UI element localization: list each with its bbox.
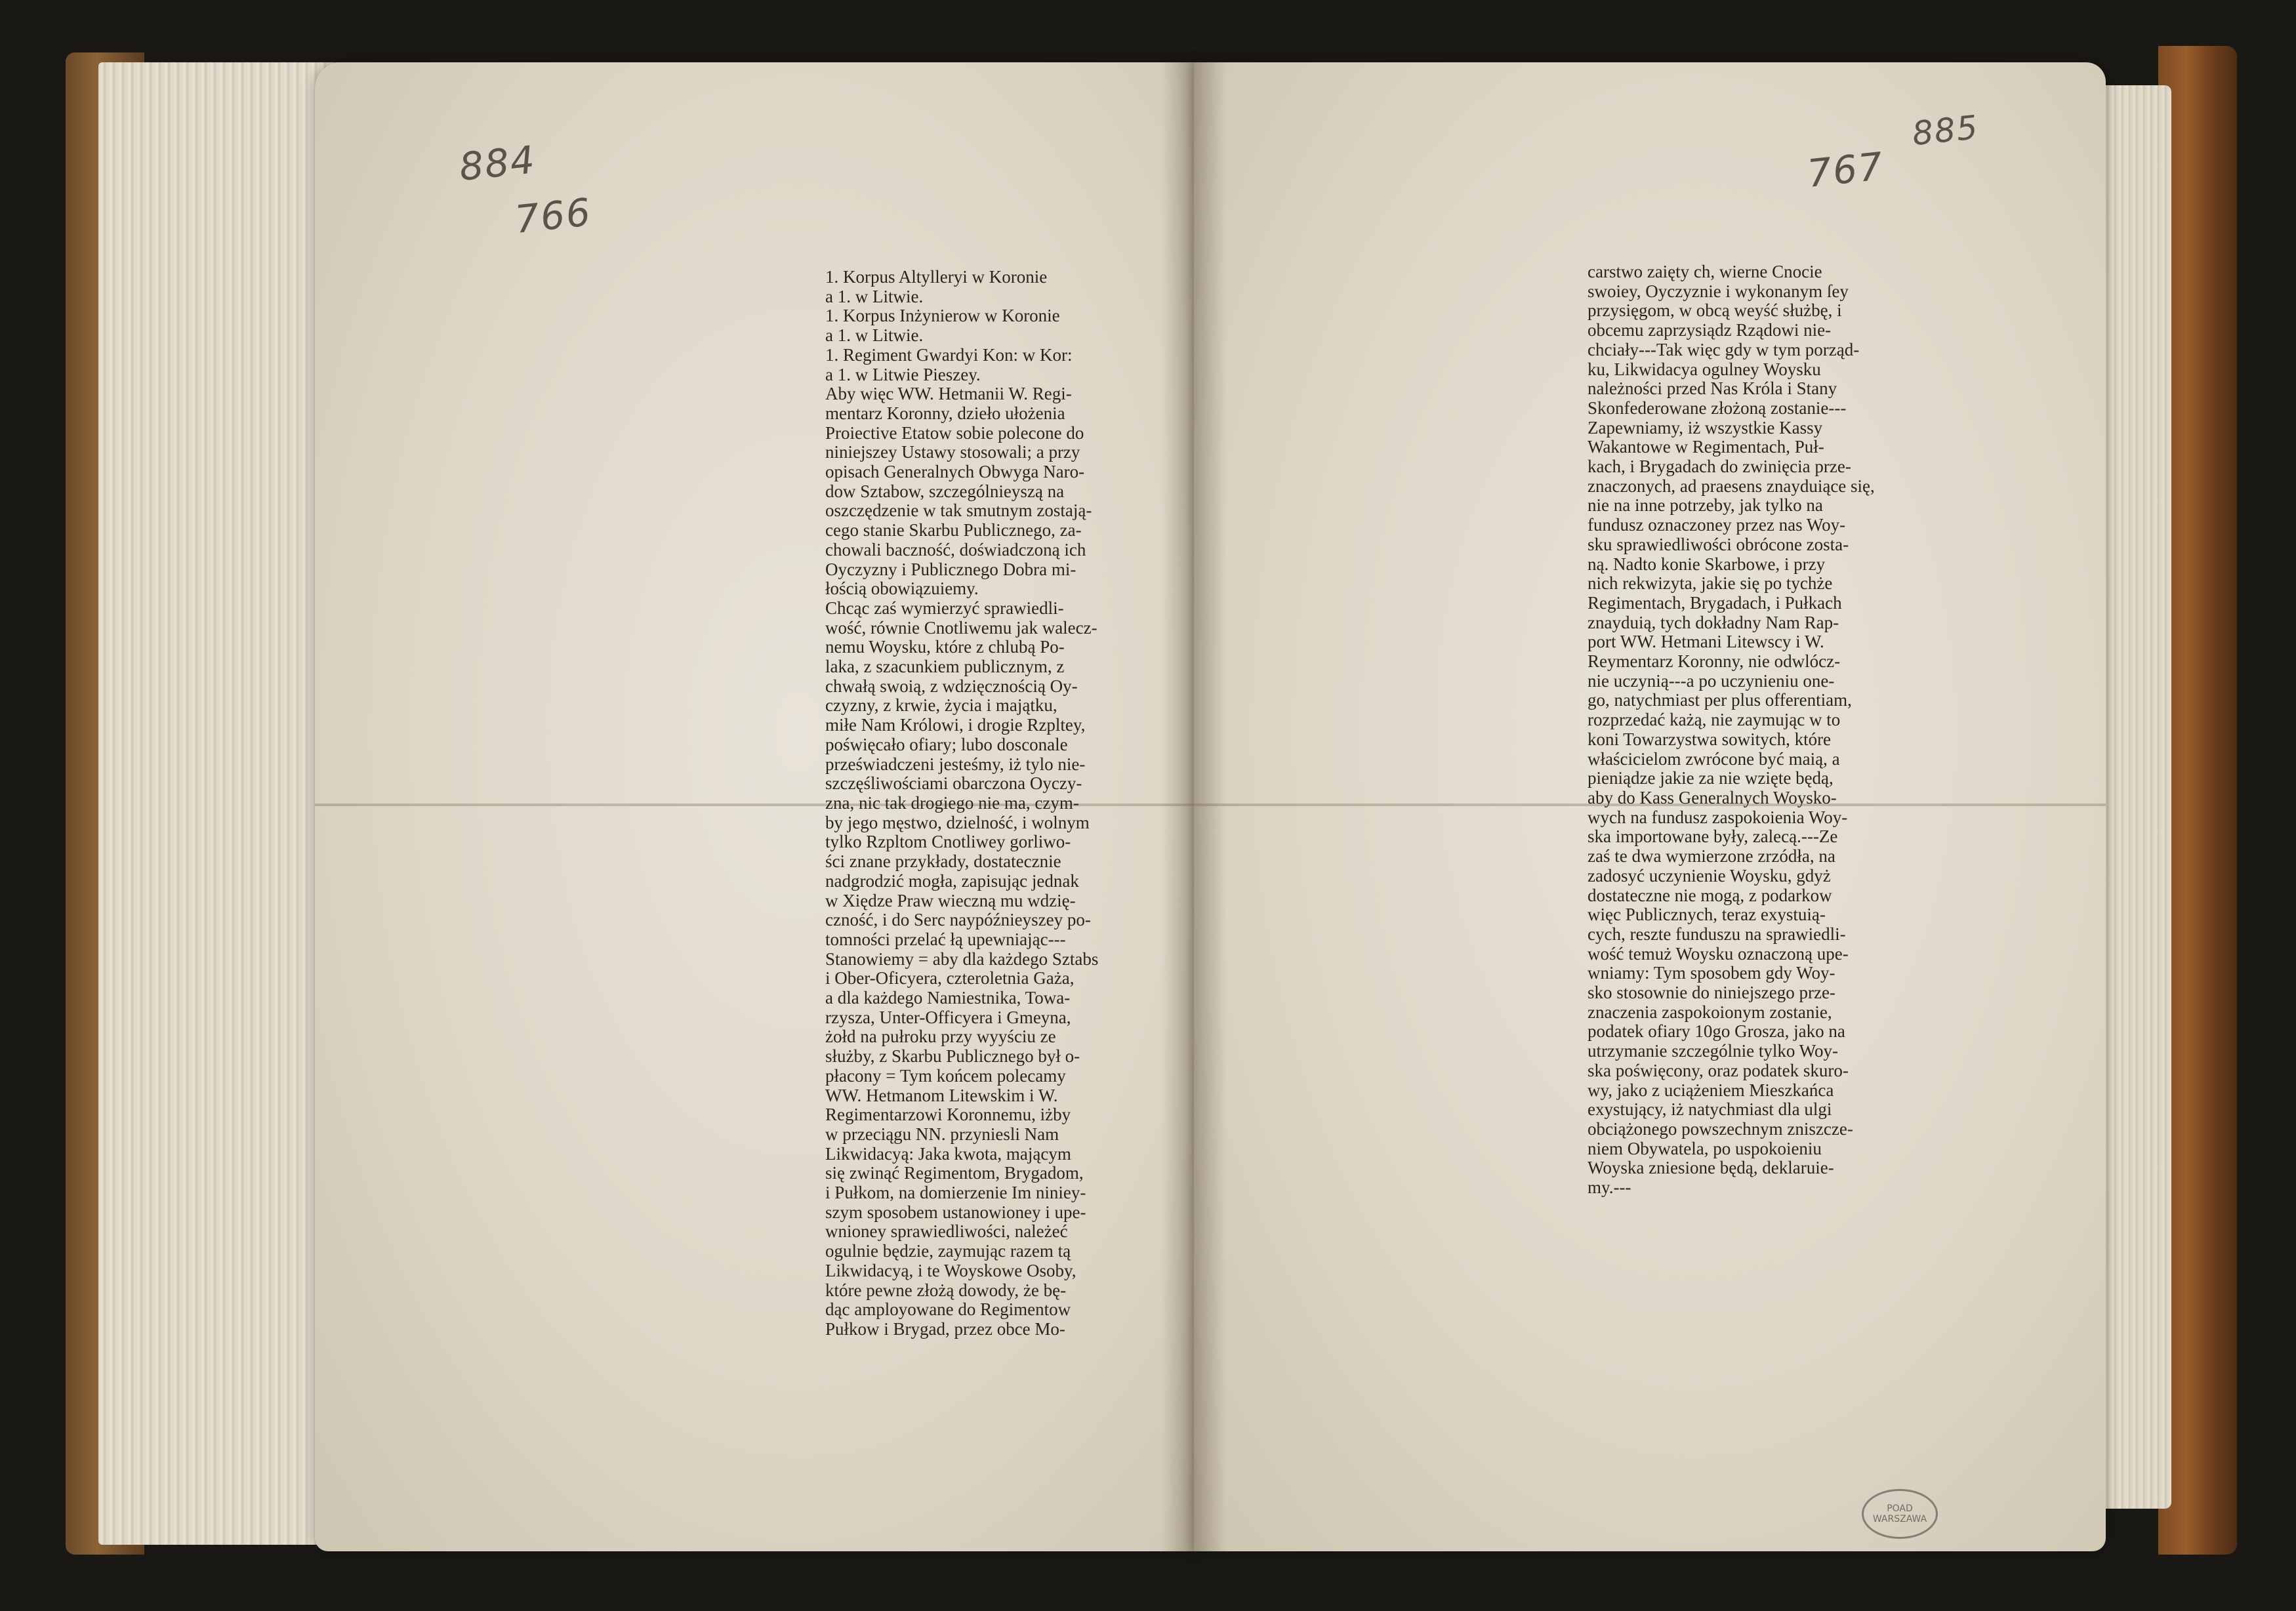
handwritten-folio-right-corner: 885	[1910, 108, 1981, 153]
text-line: swoiey, Oyczyznie i wykonanym ſey	[1588, 281, 1849, 301]
text-line: właścicielom zwrócone być maią, a	[1588, 749, 1840, 769]
text-line: łością obowiązuiemy.	[825, 579, 979, 599]
text-line: carstwo zaięty ch, wierne Cnocie	[1588, 262, 1822, 281]
text-line: sko stosownie do niniejszego prze-	[1588, 983, 1835, 1003]
text-line: port WW. Hetmani Litewscy i W.	[1588, 632, 1824, 652]
text-line: nie uczynią---a po uczynieniu one-	[1588, 671, 1835, 691]
text-line: by jego męstwo, dzielność, i wolnym	[825, 813, 1090, 832]
text-line: podatek ofiary 10go Grosza, jako na	[1588, 1022, 1845, 1042]
text-line: Chcąc zaś wymierzyć sprawiedli-	[825, 598, 1064, 618]
text-line: chwałą swoią, z wdzięcznością Oy-	[825, 676, 1078, 696]
text-line: znaczenia zaspokoionym zostanie,	[1588, 1002, 1832, 1022]
text-line: Oyczyzny i Publicznego Dobra mi-	[825, 560, 1076, 579]
text-line: a 1. w Litwie.	[825, 287, 924, 306]
text-line: obciążonego powszechnym zniszcze-	[1588, 1119, 1853, 1139]
text-line: tomności przelać łą upewniając---	[825, 929, 1066, 949]
right-text-column	[1588, 262, 1889, 1198]
text-line: cego stanie Skarbu Publicznego, za-	[825, 521, 1082, 540]
text-line: ną. Nadto konie Skarbowe, i przy	[1588, 554, 1826, 574]
text-line: chciały---Tak więc gdy w tym porząd-	[1588, 340, 1860, 359]
text-line: tylko Rzpltom Cnotliwey gorliwo-	[825, 832, 1071, 852]
text-line: utrzymanie szczególnie tylko Woy-	[1588, 1042, 1838, 1061]
text-line: oszczędzenie w tak smutnym zostają-	[825, 501, 1092, 521]
handwritten-folio-left-bottom: 766	[512, 190, 594, 242]
text-line: Proiective Etatow sobie polecone do	[825, 423, 1084, 443]
text-line: Regimentach, Brygadach, i Pułkach	[1588, 593, 1842, 613]
text-line: rzysza, Unter-Officyera i Gmeyna,	[825, 1008, 1071, 1027]
text-line: koni Towarzystwa sowitych, które	[1588, 729, 1832, 749]
text-line: Wakantowe w Regimentach, Puł-	[1588, 438, 1824, 457]
text-line: miłe Nam Królowi, i drogie Rzpltey,	[825, 716, 1086, 735]
text-line: 1. Korpus Altylleryi w Koronie	[825, 268, 1048, 287]
library-stamp	[1862, 1489, 1938, 1539]
text-line: w przeciągu NN. przyniesli Nam	[825, 1124, 1059, 1144]
text-line: niniejszey Ustawy stosowali; a przy	[825, 443, 1080, 462]
text-line: płacony = Tym końcem polecamy	[825, 1066, 1066, 1086]
text-line: i Pułkom, na domierzenie Im niniey-	[825, 1183, 1086, 1203]
text-line: dąc amployowane do Regimentow	[825, 1300, 1071, 1320]
stamp-line-2: WARSZAWA	[1872, 1514, 1927, 1524]
text-line: nadgrodzić mogła, zapisując jednak	[825, 871, 1079, 891]
text-line: Regimentarzowi Koronnemu, iżby	[825, 1105, 1071, 1125]
text-line: czyzny, z krwie, życia i majątku,	[825, 696, 1057, 716]
text-line: przeświadczeni jesteśmy, iż tylo nie-	[825, 754, 1086, 774]
text-line: go, natychmiast per plus offerentiam,	[1588, 691, 1852, 710]
text-line: poświęcało ofiary; lubo dosconale	[825, 735, 1068, 754]
handwritten-folio-right: 767	[1805, 144, 1886, 196]
text-line: należności przed Nas Króla i Stany	[1588, 379, 1837, 399]
text-line: niem Obywatela, po uspokoieniu	[1588, 1139, 1822, 1158]
text-line: 1. Regiment Gwardyi Kon: w Kor:	[825, 345, 1073, 365]
text-line: wnioney sprawiedliwości, należeć	[825, 1222, 1068, 1242]
text-line: wość, równie Cnotliwemu jak walecz-	[825, 618, 1097, 638]
text-line: a 1. w Litwie.	[825, 326, 924, 346]
text-line: które pewne złożą dowody, że bę-	[825, 1280, 1067, 1300]
text-line: czność, i do Serc naypóźnieyszey po-	[825, 910, 1091, 930]
text-line: w Xiędze Praw wieczną mu wdzię-	[825, 891, 1076, 910]
text-line: laka, z szacunkiem publicznym, z	[825, 657, 1065, 677]
text-line: 1. Korpus Inżynierow w Koronie	[825, 306, 1060, 326]
text-line: my.---	[1588, 1178, 1631, 1198]
text-line: więc Publicznych, teraz exystuią-	[1588, 905, 1826, 925]
text-line: ogulnie będzie, zaymując razem tą	[825, 1242, 1071, 1261]
text-line: ska importowane były, zalecą.---Ze	[1588, 827, 1838, 847]
text-line: aby do Kass Generalnych Woysko-	[1588, 788, 1837, 807]
text-line: przysięgom, w obcą weyść służbę, i	[1588, 301, 1842, 321]
handwritten-folio-left-top: 884	[457, 137, 538, 190]
text-line: ska poświęcony, oraz podatek skuro-	[1588, 1061, 1849, 1080]
text-line: Aby więc WW. Hetmanii W. Regi-	[825, 384, 1072, 404]
text-line: szym sposobem ustanowioney i upe-	[825, 1202, 1086, 1222]
text-line: nie na inne potrzeby, jak tylko na	[1588, 496, 1823, 516]
text-line: kach, i Brygadach do zwinięcia prze-	[1588, 457, 1851, 477]
text-line: Likwidacyą, i te Woyskowe Osoby,	[825, 1261, 1076, 1280]
text-line: nich rekwizyta, jakie się po tychże	[1588, 574, 1833, 594]
text-line: Reymentarz Koronny, nie odwlócz-	[1588, 652, 1841, 672]
text-line: szczęśliwościami obarczona Oyczy-	[825, 774, 1082, 794]
text-line: ści znane przykłady, dostatecznie	[825, 852, 1061, 872]
text-line: exystujący, iż natychmiast dla ulgi	[1588, 1100, 1832, 1120]
text-line: się zwinąć Regimentom, Brygadom,	[825, 1164, 1084, 1183]
stamp-line-1: POAD	[1887, 1503, 1913, 1514]
text-line: Pułkow i Brygad, przez obce Mo-	[825, 1319, 1065, 1339]
text-line: wniamy: Tym sposobem gdy Woy-	[1588, 964, 1835, 983]
text-line: Woyska zniesione będą, deklaruie-	[1588, 1158, 1834, 1178]
text-line: wość temuż Woysku oznaczoną upe-	[1588, 944, 1849, 964]
text-line: a dla każdego Namiestnika, Towa-	[825, 989, 1071, 1008]
text-line: dow Sztabow, szczególnieyszą na	[825, 481, 1065, 501]
book-gutter	[1161, 62, 1227, 1551]
text-line: i Ober-Oficyera, czteroletnia Gaża,	[825, 969, 1075, 989]
text-line: zadosyć uczynienie Woysku, gdyż	[1588, 866, 1831, 886]
text-line: nemu Woysku, które z chlubą Po-	[825, 638, 1065, 657]
text-line: Likwidacyą: Jaka kwota, mającym	[825, 1144, 1071, 1164]
text-line: mentarz Koronny, dzieło ułożenia	[825, 403, 1065, 423]
text-line: sku sprawiedliwości obrócone zosta-	[1588, 535, 1849, 554]
text-line: fundusz oznaczoney przez nas Woy-	[1588, 516, 1846, 535]
text-line: ku, Likwidacya ogulney Woysku	[1588, 359, 1821, 379]
text-line: Zapewniamy, iż wszystkie Kassy	[1588, 418, 1823, 438]
text-line: dostateczne nie mogą, z podarkow	[1588, 886, 1832, 905]
text-line: pieniądze jakie za nie wzięte będą,	[1588, 769, 1834, 788]
left-text-column	[825, 268, 1131, 1339]
text-line: wych na fundusz zaspokoienia Woy-	[1588, 807, 1848, 827]
text-line: cych, reszte funduszu na sprawiedli-	[1588, 924, 1846, 944]
text-line: znaczonych, ad praesens znayduiące się,	[1588, 476, 1875, 496]
text-line: chowali baczność, doświadczoną ich	[825, 540, 1086, 560]
text-line: znayduią, tych dokładny Nam Rap-	[1588, 613, 1839, 632]
text-line: a 1. w Litwie Pieszey.	[825, 365, 981, 384]
text-line: zaś te dwa wymierzone zrzódła, na	[1588, 847, 1835, 867]
text-line: Stanowiemy = aby dla każdego Sztabs	[825, 949, 1099, 969]
text-line: żołd na pułroku przy wyyściu ze	[825, 1027, 1056, 1047]
text-line: obcemu zaprzysiądz Rządowi nie-	[1588, 321, 1832, 340]
text-line: służby, z Skarbu Publicznego był o-	[825, 1047, 1080, 1067]
text-line: opisach Generalnych Obwyga Naro-	[825, 462, 1085, 482]
text-line: wy, jako z uciążeniem Mieszkańca	[1588, 1080, 1834, 1100]
text-line: rozprzedać każą, nie zaymując w to	[1588, 710, 1841, 730]
text-line: WW. Hetmanom Litewskim i W.	[825, 1086, 1058, 1105]
text-line: Skonfederowane złożoną zostanie---	[1588, 398, 1847, 418]
text-line: zna, nic tak drogiego nie ma, czym-	[825, 793, 1079, 813]
